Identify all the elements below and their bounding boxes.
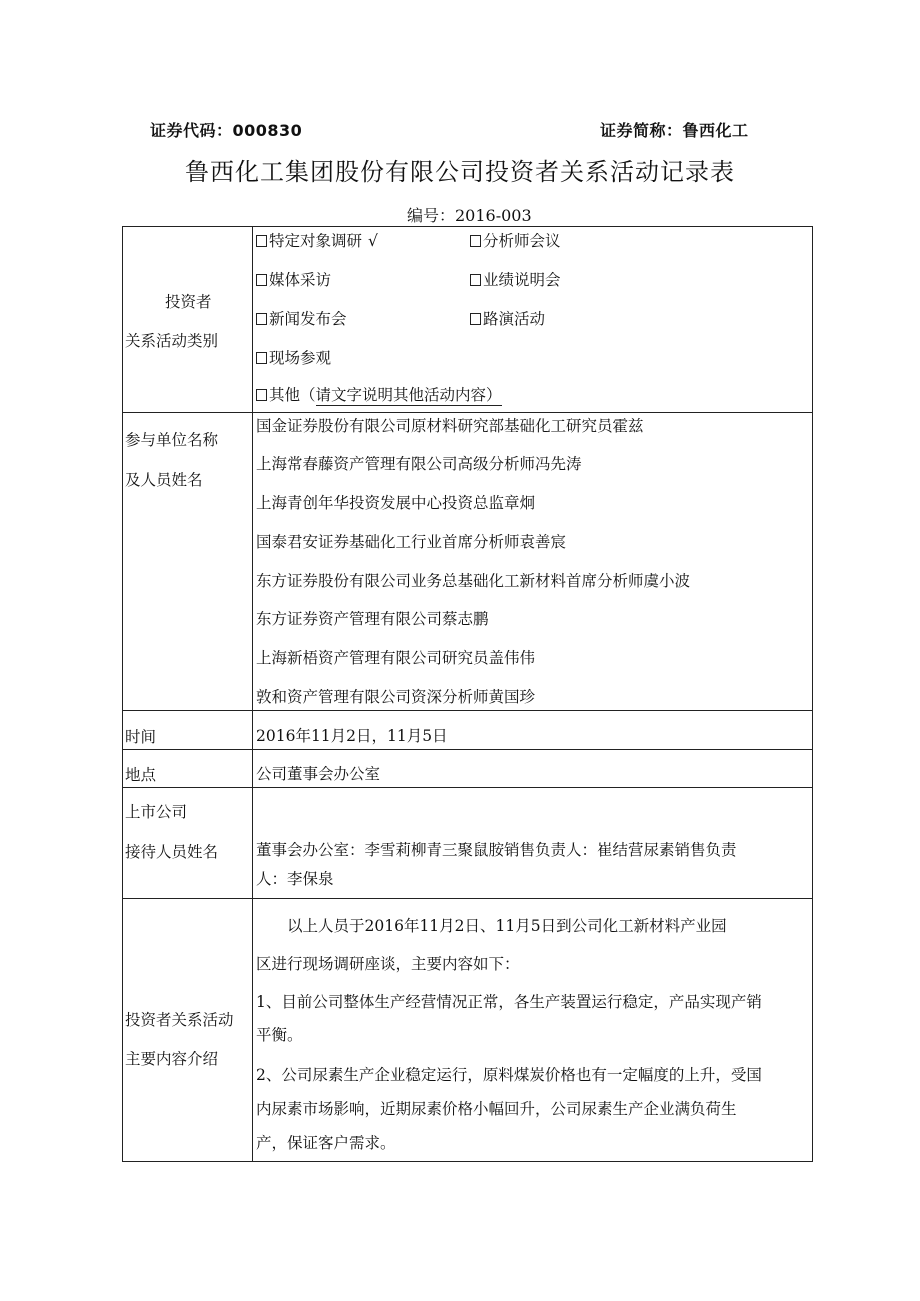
activity-type-options-cell (253, 227, 813, 413)
row-participants (123, 413, 813, 711)
checkbox-icon[interactable] (256, 352, 267, 364)
activity-type-label-line2: 关系活动类别 (125, 332, 219, 350)
location-value: 公司董事会办公室 (256, 765, 381, 783)
time-value-cell (253, 711, 813, 750)
participants-label-cell (123, 413, 253, 711)
option-site-visit[interactable] (256, 348, 331, 368)
row-time (123, 711, 813, 750)
content-line: 以上人员于2016年11月2日、11月5日到公司化工新材料产业园 (287, 917, 727, 935)
content-line: 产，保证客户需求。 (256, 1134, 396, 1152)
checkbox-icon[interactable] (256, 389, 267, 401)
option-press-conference[interactable] (256, 309, 347, 329)
option-analyst-meeting[interactable] (470, 231, 561, 251)
participants-label-line2: 及人员姓名 (125, 471, 203, 489)
content-line: 区进行现场调研座谈，主要内容如下： (256, 955, 520, 973)
option-label: 特定对象调研 (269, 232, 363, 250)
row-content (123, 899, 813, 1162)
option-roadshow[interactable] (470, 309, 545, 329)
page-title: 鲁西化工集团股份有限公司投资者关系活动记录表 (185, 158, 735, 186)
option-other-description: 请文字说明其他活动内容） (315, 386, 502, 404)
content-label-cell (123, 899, 253, 1162)
option-label: 新闻发布会 (269, 310, 347, 328)
checkbox-icon[interactable] (470, 235, 481, 247)
reception-label-cell (123, 788, 253, 899)
time-label-cell (123, 711, 253, 750)
stock-short-name: 证券简称：鲁西化工 (600, 121, 749, 140)
content-line: 1、目前公司整体生产经营情况正常，各生产装置运行稳定，产品实现产销 (256, 993, 762, 1011)
participant-item: 国泰君安证券基础化工行业首席分析师袁善宸 (256, 533, 567, 551)
row-location (123, 750, 813, 788)
participant-item: 东方证券股份有限公司业务总基础化工新材料首席分析师虞小波 (256, 572, 691, 590)
content-body-cell (253, 899, 813, 1162)
checkbox-icon[interactable] (470, 313, 481, 325)
stock-code: 证券代码：000830 (150, 121, 303, 140)
checkbox-icon[interactable] (256, 235, 267, 247)
content-line: 平衡。 (256, 1026, 303, 1044)
option-label: 媒体采访 (269, 271, 332, 289)
option-other[interactable] (256, 385, 502, 405)
content-label-line1: 投资者关系活动 (125, 1011, 234, 1029)
option-earnings-briefing[interactable] (470, 270, 561, 290)
participants-list-cell (253, 413, 813, 711)
reception-label-line2: 接待人员姓名 (125, 843, 219, 861)
option-label: 业绩说明会 (483, 271, 561, 289)
time-value: 2016年11月2日，11月5日 (256, 727, 448, 745)
participant-item: 国金证券股份有限公司原材料研究部基础化工研究员霍兹 (256, 417, 644, 435)
reception-label-line1: 上市公司 (125, 803, 188, 821)
location-value-cell (253, 750, 813, 788)
option-label: 现场参观 (269, 349, 332, 367)
checkbox-icon[interactable] (256, 313, 267, 325)
option-label: 路演活动 (483, 310, 546, 328)
participant-item: 敦和资产管理有限公司资深分析师黄国珍 (256, 688, 536, 706)
checkbox-icon[interactable] (256, 274, 267, 286)
location-label-cell (123, 750, 253, 788)
checkmark-icon: √ (368, 232, 378, 250)
reception-value-cell (253, 788, 813, 899)
content-label-line2: 主要内容介绍 (125, 1050, 219, 1068)
participant-item: 上海常春藤资产管理有限公司高级分析师冯先涛 (256, 455, 582, 473)
activity-type-label-cell (123, 227, 253, 413)
content-line: 内尿素市场影响，近期尿素价格小幅回升，公司尿素生产企业满负荷生 (256, 1100, 737, 1118)
time-label: 时间 (125, 728, 157, 746)
content-line: 2、公司尿素生产企业稳定运行，原料煤炭价格也有一定幅度的上升，受国 (256, 1066, 762, 1084)
participant-item: 上海新梧资产管理有限公司研究员盖伟伟 (256, 649, 536, 667)
participant-item: 东方证券资产管理有限公司蔡志鹏 (256, 610, 489, 628)
row-reception (123, 788, 813, 899)
checkbox-icon[interactable] (470, 274, 481, 286)
option-special-research[interactable] (256, 231, 378, 251)
option-other-prefix: 其他（ (269, 386, 316, 404)
option-label: 分析师会议 (483, 232, 561, 250)
reception-line2: 人：李保泉 (256, 870, 334, 888)
option-media-interview[interactable] (256, 270, 331, 290)
activity-type-label-line1: 投资者 (165, 293, 212, 311)
reception-line1: 董事会办公室：李雪莉柳青三聚鼠胺销售负责人：崔结营尿素销售负责 (256, 841, 737, 859)
record-table (122, 226, 813, 1162)
location-label: 地点 (125, 766, 157, 784)
row-activity-type (123, 227, 813, 413)
participants-label-line1: 参与单位名称 (125, 431, 219, 449)
participant-item: 上海青创年华投资发展中心投资总监章炯 (256, 494, 536, 512)
serial-number: 编号：2016-003 (407, 206, 532, 225)
